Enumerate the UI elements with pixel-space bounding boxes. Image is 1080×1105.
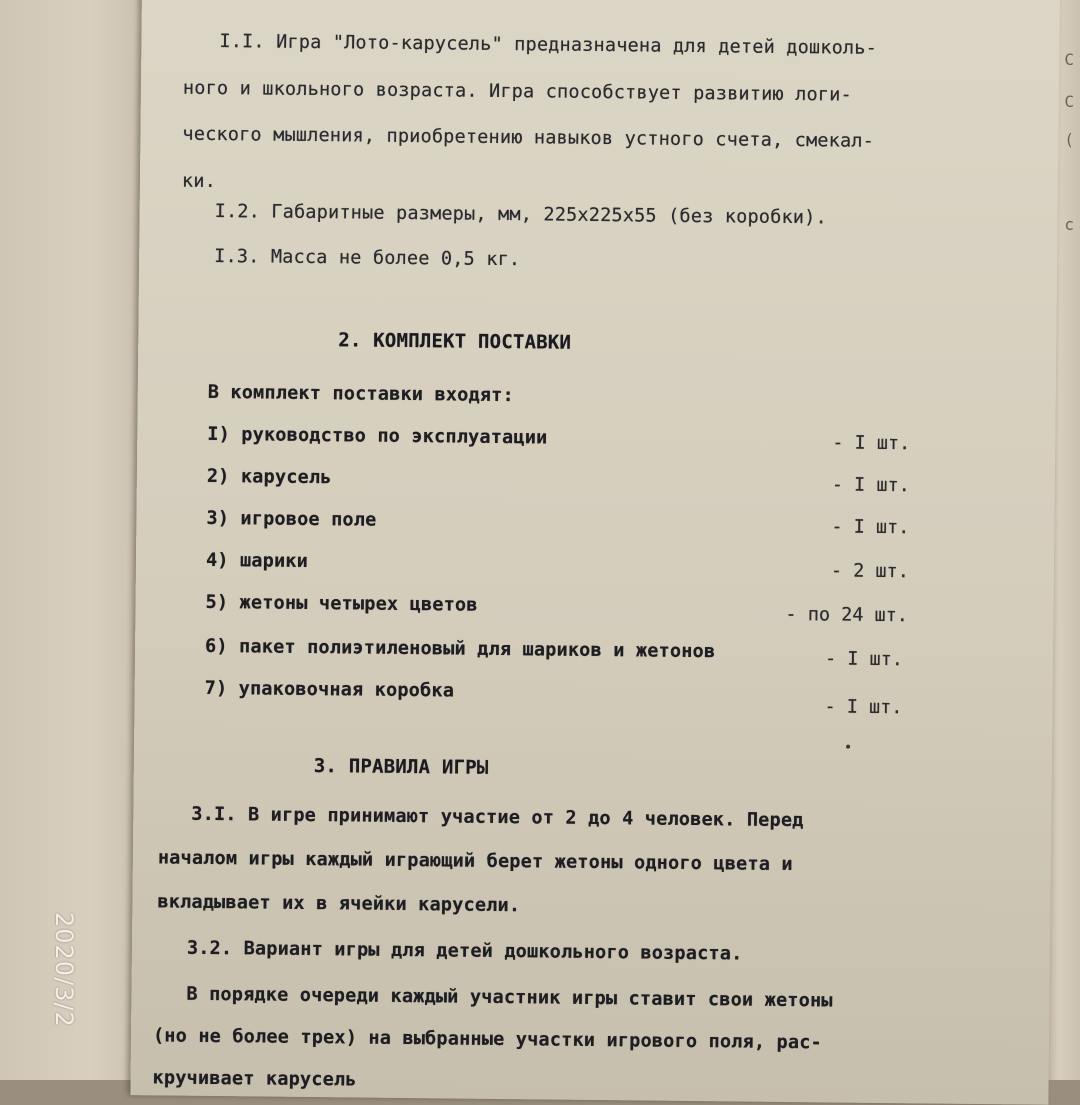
- section-heading: 2. КОМПЛЕКТ ПОСТАВКИ: [338, 329, 572, 354]
- text-line: (но не более трех) на выбранные участки игрового поля, рас-: [152, 1025, 823, 1054]
- list-item-label: 2) карусель: [206, 465, 332, 489]
- list-item-label: 5) жетоны четырех цветов: [205, 591, 478, 616]
- text-line: В порядке очереди каждый участник игры ставит свои жетоны: [186, 983, 833, 1012]
- section-heading: 3. ПРАВИЛА ИГРЫ: [313, 755, 489, 779]
- list-item-qty: - I шт.: [831, 474, 910, 497]
- list-item-qty: - I шт.: [831, 516, 910, 539]
- list-item-qty: - I шт.: [824, 648, 904, 671]
- list-item-qty: - I шт.: [824, 696, 903, 719]
- document-page: [130, 0, 1060, 1105]
- text-line: I.I. Игра "Лото-карусель" предназначена для детей дошколь-: [219, 31, 878, 59]
- list-item-qty: - по 24 шт.: [785, 603, 909, 627]
- text-line: ческого мышления, приобретению навыков устного счета, смекал-: [182, 123, 875, 152]
- text-line: I.2. Габаритные размеры, мм, 225х225х55 (без коробки).: [214, 200, 827, 229]
- list-item-label: 6) пакет полиэтиленовый для шариков и жетонов: [204, 635, 716, 663]
- text-line: 3.I. В игре принимают участие от 2 до 4 человек. Перед: [191, 803, 804, 832]
- photo-date-stamp: 2020/3/2: [50, 912, 78, 1028]
- text-line: кручивает карусель: [152, 1067, 357, 1091]
- ink-speck: [846, 745, 850, 749]
- list-item-qty: - 2 шт.: [830, 560, 910, 583]
- text-line: ного и школьного возраста. Игра способствует развитию логи-: [182, 77, 852, 106]
- text-line: вкладывает их в ячейки карусели.: [157, 891, 521, 917]
- list-intro: В комплект поставки входят:: [207, 381, 514, 407]
- text-line: ки.: [181, 170, 217, 192]
- list-item-label: 4) шарики: [205, 549, 309, 572]
- list-item-label: 3) игровое поле: [206, 507, 377, 531]
- list-item-label: I) руководство по эксплуатации: [207, 423, 548, 449]
- text-line: 3.2. Вариант игры для детей дошкольного возраста.: [186, 937, 743, 965]
- list-item-qty: - I шт.: [832, 432, 911, 455]
- text-line: началом игры каждый играющий берет жетоны одного цвета и: [157, 847, 793, 876]
- list-item-label: 7) упаковочная коробка: [204, 677, 455, 702]
- adjacent-page-right: С С ( с: [1044, 0, 1080, 1080]
- text-line: I.3. Масса не более 0,5 кг.: [214, 245, 521, 271]
